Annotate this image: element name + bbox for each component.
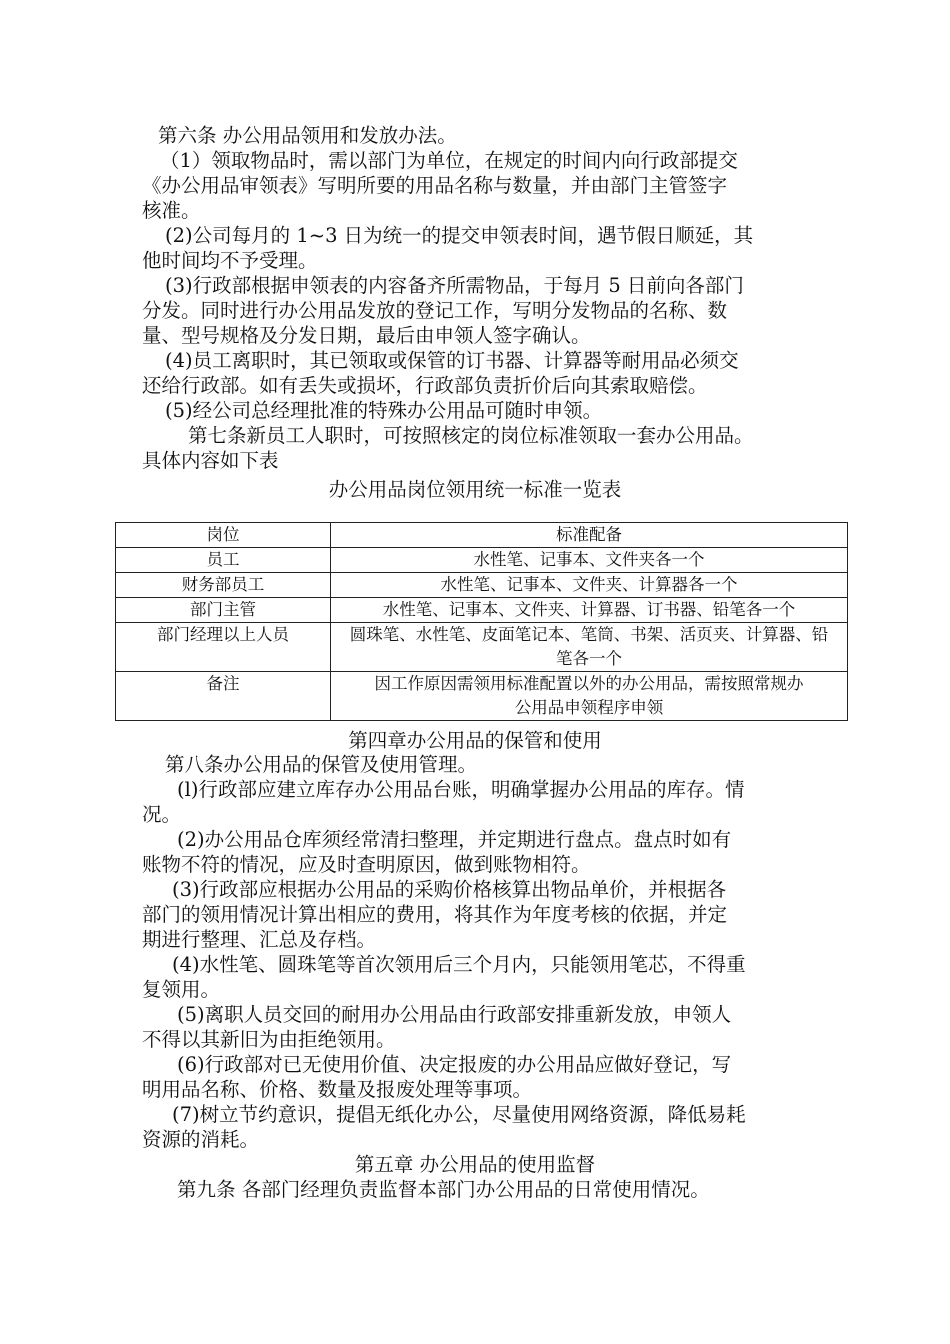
chapter4-heading: 第四章办公用品的保管和使用 (348, 729, 602, 752)
article8-item6-line2: 明用品名称、价格、数量及报废处理等事项。 (142, 1078, 533, 1101)
article6-item5: (5)经公司总经理批准的特殊办公用品可随时申领。 (165, 399, 603, 422)
table-row (116, 672, 848, 721)
article8-item1-line1: (l)行政部应建立库存办公用品台账，明确掌握办公用品的库存。情 (177, 778, 745, 801)
table-caption: 办公用品岗位领用统一标准一览表 (328, 478, 622, 501)
table-cell-position: 部门主管 (116, 598, 331, 623)
article8-item6-line1: (6)行政部对已无使用价值、决定报废的办公用品应做好登记，写 (177, 1053, 732, 1076)
table-header-row (116, 523, 848, 548)
table-row (116, 623, 848, 672)
table-cell-items-line1: 圆珠笔、水性笔、皮面笔记本、笔筒、书架、活页夹、计算器、铅 (349, 625, 829, 644)
table-cell-items-line2: 公用品申领程序申领 (514, 698, 664, 717)
article8-item2-line1: (2)办公用品仓库须经常清扫整理，并定期进行盘点。盘点时如有 (177, 828, 732, 851)
article8-item7-line1: (7)树立节约意识，提倡无纸化办公，尽量使用网络资源，降低易耗 (172, 1103, 746, 1126)
article8-item3-line2: 部门的领用情况计算出相应的费用，将其作为年度考核的依据，并定 (142, 903, 728, 926)
table-row (116, 573, 848, 598)
article8-item2-line2: 账物不符的情况，应及时查明原因，做到账物相符。 (142, 853, 591, 876)
table-cell-items (331, 672, 848, 721)
table-cell-position: 备注 (116, 672, 331, 721)
table-cell-position: 财务部员工 (116, 573, 331, 598)
table-row (116, 598, 848, 623)
article6-item1-line1: （1）领取物品时，需以部门为单位，在规定的时间内向行政部提交 (160, 149, 738, 172)
table-cell-items: 水性笔、记事本、文件夹各一个 (331, 548, 848, 573)
table-header-items: 标准配备 (331, 523, 848, 548)
article8-item3-line1: (3)行政部应根据办公用品的采购价格核算出物品单价，并根据各 (172, 878, 727, 901)
chapter5-heading: 第五章 办公用品的使用监督 (354, 1153, 596, 1176)
article6-item3-line2: 分发。同时进行办公用品发放的登记工作，写明分发物品的名称、数 (142, 299, 728, 322)
article6-item1-line2: 《办公用品审领表》写明所要的用品名称与数量，并由部门主管签字 (142, 174, 728, 197)
article6-item4-line1: (4)员工离职时，其已领取或保管的订书器、计算器等耐用品必须交 (165, 349, 739, 372)
table-cell-position: 部门经理以上人员 (116, 623, 331, 672)
table-row (116, 548, 848, 573)
table-cell-items: 水性笔、记事本、文件夹、计算器各一个 (331, 573, 848, 598)
article8-item7-line2: 资源的消耗。 (142, 1128, 260, 1151)
article7-line1: 第七条新员工人职时，可按照核定的岗位标准领取一套办公用品。 (188, 424, 754, 447)
article8-item5-line2: 不得以其新旧为由拒绝领用。 (142, 1028, 396, 1051)
article6-item2-line2: 他时间均不予受理。 (142, 249, 318, 272)
article8-item3-line3: 期进行整理、汇总及存档。 (142, 928, 377, 951)
article6-item4-line2: 还给行政部。如有丢失或损坏，行政部负责折价后向其索取赔偿。 (142, 374, 708, 397)
article6-item3-line1: (3)行政部根据申领表的内容备齐所需物品，于每月 5 日前向各部门 (165, 274, 744, 297)
table-cell-items-line1: 因工作原因需领用标准配置以外的办公用品，需按照常规办 (374, 674, 804, 693)
standard-table (115, 522, 848, 721)
article8-item4-line1: (4)水性笔、圆珠笔等首次领用后三个月内，只能领用笔芯，不得重 (172, 953, 746, 976)
table-cell-items-line2: 笔各一个 (556, 649, 622, 668)
table-cell-position: 员工 (116, 548, 331, 573)
article6-title: 第六条 办公用品领用和发放办法。 (158, 124, 457, 147)
article8-title: 第八条办公用品的保管及使用管理。 (165, 753, 478, 776)
table-cell-items (331, 623, 848, 672)
table-header-position: 岗位 (116, 523, 331, 548)
article6-item2-line1: (2)公司每月的 1~3 日为统一的提交申领表时间，遇节假日顺延，其 (165, 224, 754, 247)
article9: 第九条 各部门经理负责监督本部门办公用品的日常使用情况。 (177, 1178, 710, 1201)
article7-line2: 具体内容如下表 (142, 449, 279, 472)
article8-item5-line1: (5)离职人员交回的耐用办公用品由行政部安排重新发放，申领人 (177, 1003, 732, 1026)
table-cell-items: 水性笔、记事本、文件夹、计算器、订书器、铅笔各一个 (331, 598, 848, 623)
article8-item4-line2: 复领用。 (142, 978, 221, 1001)
article8-item1-line2: 况。 (142, 803, 182, 826)
article6-item1-line3: 核准。 (142, 199, 201, 222)
article6-item3-line3: 量、型号规格及分发日期，最后由申领人签字确认。 (142, 324, 591, 347)
